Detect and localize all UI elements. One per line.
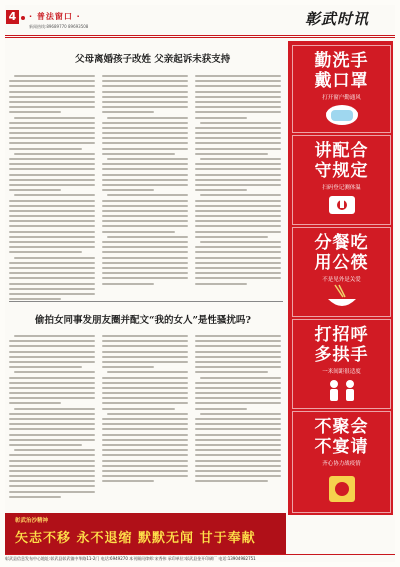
psa-title-line1: 讲配合 bbox=[314, 141, 369, 161]
article1-col1 bbox=[9, 75, 95, 303]
newspaper-page bbox=[5, 5, 395, 562]
people-greeting-icon bbox=[323, 376, 361, 404]
psa-subtitle: 扫码登记测体温 bbox=[322, 185, 361, 191]
psa-poster-chopsticks bbox=[292, 227, 391, 317]
page-number-dot bbox=[21, 16, 25, 20]
psa-title-line2: 多拱手 bbox=[314, 345, 369, 365]
psa-title-line1: 勤洗手 bbox=[314, 51, 369, 71]
psa-subtitle: 一米间距很适度 bbox=[322, 369, 361, 375]
article-divider bbox=[9, 301, 283, 302]
festive-illustration-icon bbox=[321, 470, 363, 506]
psa-poster-greeting bbox=[292, 319, 391, 409]
psa-title-line2: 不宴请 bbox=[314, 437, 369, 457]
masthead: 彰武时讯 bbox=[305, 10, 370, 28]
psa-title-line1: 分餐吃 bbox=[314, 233, 369, 253]
banner-caption: 彰武治沙精神 bbox=[15, 518, 49, 524]
header-rule bbox=[5, 35, 395, 36]
slogan-banner bbox=[5, 513, 286, 555]
page-number: 4 bbox=[6, 10, 19, 24]
psa-poster-no-gathering bbox=[292, 411, 391, 513]
psa-sidebar bbox=[288, 41, 393, 515]
footer-info: 彰武县信息发布中心地址:彰武县彰武镇中华路11-2门 电话:6949270 本刊顾问律师:宋秀伟 承印单位:彰武县金开印刷厂 电话:13904982751 bbox=[5, 556, 256, 561]
article2-col1 bbox=[9, 335, 95, 501]
psa-poster-rules bbox=[292, 135, 391, 225]
article2-col3 bbox=[195, 335, 281, 485]
psa-subtitle: 打开窗户勤通风 bbox=[322, 95, 361, 101]
article2-headline: 偷拍女同事发朋友圈并配文“我的女人”是性骚扰吗? bbox=[35, 315, 251, 326]
article1-col2 bbox=[102, 75, 188, 288]
psa-subtitle: 齐心协力战疫情 bbox=[322, 461, 361, 467]
psa-poster-handwashing bbox=[292, 45, 391, 133]
psa-title-line2: 用公筷 bbox=[314, 253, 369, 273]
article1-col3 bbox=[195, 75, 281, 288]
section-title: · 普法窗口 · bbox=[29, 12, 81, 21]
page-header bbox=[5, 5, 395, 37]
bowl-chopsticks-icon bbox=[323, 283, 361, 313]
psa-title-line2: 戴口罩 bbox=[314, 71, 369, 91]
header-rule-thin bbox=[5, 37, 395, 38]
mask-illustration-icon bbox=[321, 101, 363, 129]
article2-col2 bbox=[102, 335, 188, 485]
edition-line: 新闻热线:89689770 89693508 bbox=[29, 24, 89, 29]
footer-rule bbox=[5, 554, 395, 555]
psa-title-line1: 不聚会 bbox=[314, 417, 369, 437]
banner-slogan: 矢志不移 永不退缩 默默无闻 甘于奉献 bbox=[15, 531, 256, 546]
thermometer-illustration-icon bbox=[323, 192, 361, 220]
psa-subtitle: 不是见外是关爱 bbox=[322, 277, 361, 283]
psa-title-line2: 守规定 bbox=[314, 161, 369, 181]
article1-headline: 父母离婚孩子改姓 父亲起诉未获支持 bbox=[75, 54, 231, 65]
psa-title-line1: 打招呼 bbox=[314, 325, 369, 345]
